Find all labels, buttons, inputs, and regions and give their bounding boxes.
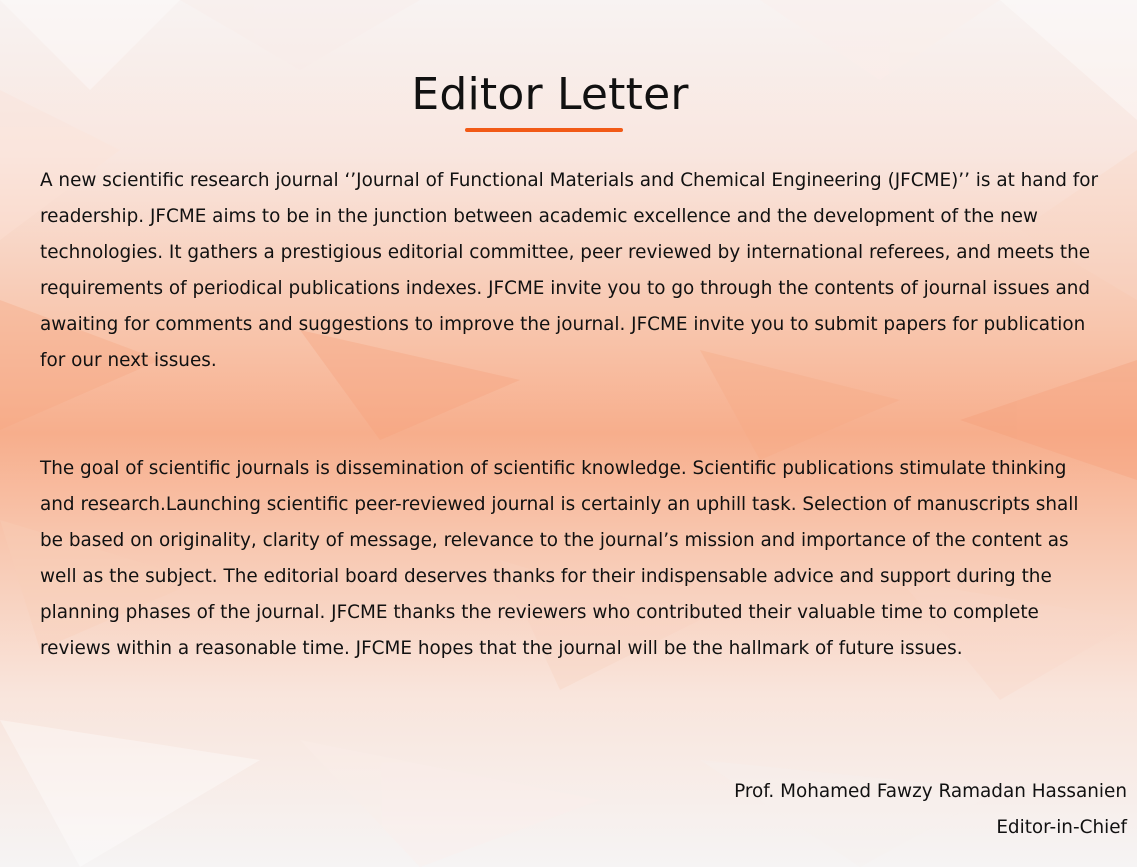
letter-paragraph-1: A new scientific research journal ‘’Journal of Functional Materials and Chemical Engineering (JFCME)’’ is at hand for readership. JFCME aims to be in the junction between academic excellence and the development of the new technologies. It gathers a prestigious editorial committee, peer reviewed by international referees, and meets the requirements of periodical publications indexes. JFCME invite you to go through the contents of journal issues and awaiting for comments and suggestions to improve the journal. JFCME invite you to submit papers for publication for our next issues. bbox=[40, 170, 1099, 371]
letter-paragraph-2: The goal of scientific journals is dissemination of scientific knowledge. Scientific publications stimulate thinking and research.Launching scientific peer-reviewed journal is certainly an uphill task. Selection of manuscripts shall be based on originality, clarity of message, relevance to the journal’s mission and importance of the content as well as the subject. The editorial board deserves thanks for their indispensable advice and support during the planning phases of the journal. JFCME thanks the reviewers who contributed their valuable time to complete reviews within a reasonable time. JFCME hopes that the journal will be the hallmark of future issues. bbox=[40, 458, 1079, 659]
signature-name: Prof. Mohamed Fawzy Ramadan Hassanien bbox=[734, 781, 1127, 802]
title-underline bbox=[465, 128, 623, 132]
page-title: Editor Letter bbox=[411, 69, 689, 120]
signature-block bbox=[734, 774, 1127, 846]
signature-role: Editor-in-Chief bbox=[996, 817, 1127, 838]
